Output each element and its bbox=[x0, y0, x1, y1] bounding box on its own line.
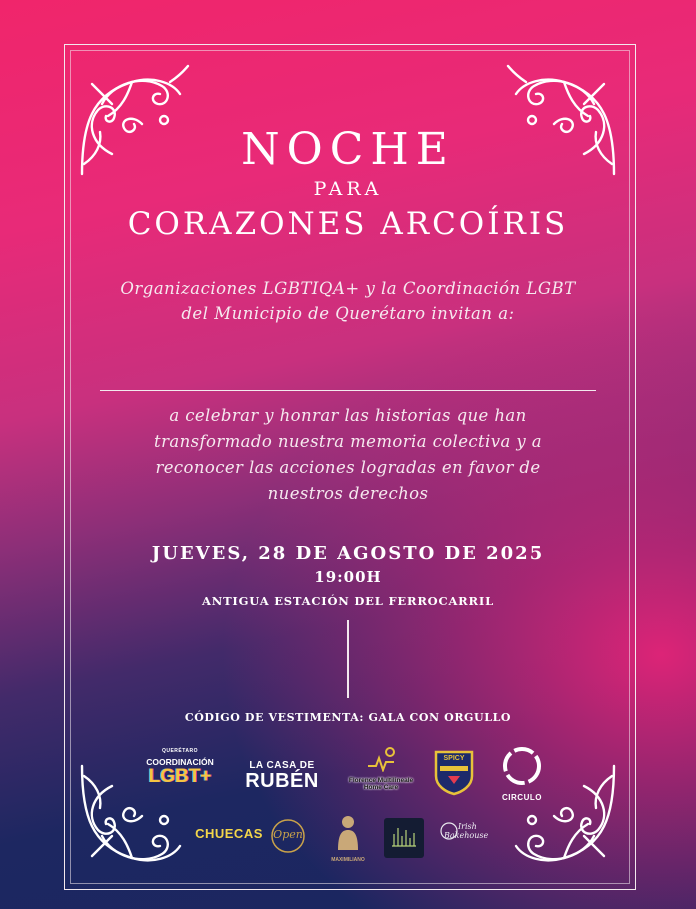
logo-irish-line-2: Bakehouse bbox=[444, 831, 489, 840]
logo-open-text: Open bbox=[273, 828, 303, 841]
logo-queretaro-text: QUERÉTARO bbox=[161, 748, 199, 754]
skyline-icon bbox=[384, 818, 424, 858]
logo-casa-bottom-text: RUBÉN bbox=[245, 770, 319, 792]
title-line-1: NOCHE bbox=[241, 124, 455, 175]
logo-chuecas bbox=[194, 826, 264, 841]
vertical-divider bbox=[347, 620, 349, 698]
logo-maximiliano-text: MAXIMILIANO bbox=[331, 857, 365, 863]
dress-code: CÓDIGO DE VESTIMENTA: GALA CON ORGULLO bbox=[184, 711, 512, 724]
maximiliano-figure-icon bbox=[332, 814, 364, 852]
logo-irish-bakehouse bbox=[440, 822, 498, 840]
title-line-3: CORAZONES ARCOÍRIS bbox=[127, 206, 569, 242]
intro-line-1: Organizaciones LGBTIQA+ y la Coordinación LGBT bbox=[120, 279, 576, 298]
event-date: JUEVES, 28 DE AGOSTO DE 2025 bbox=[151, 543, 545, 564]
event-place: ANTIGUA ESTACIÓN DEL FERROCARRIL bbox=[202, 594, 494, 608]
logo-open bbox=[268, 816, 308, 856]
body-line-3: reconocer las acciones logradas en favor de bbox=[155, 458, 541, 477]
event-time: 19:00H bbox=[314, 568, 382, 586]
logo-casa-ruben bbox=[232, 760, 332, 791]
stethoscope-icon bbox=[364, 746, 398, 772]
body-line-2: transformado nuestra memoria colectiva y a bbox=[154, 432, 542, 451]
logo-coordinacion-lgbt bbox=[140, 748, 220, 787]
logo-spicy bbox=[432, 748, 476, 796]
title-line-2: PARA bbox=[313, 178, 383, 200]
logo-lgbt-text: LGBT+ bbox=[148, 766, 212, 787]
body-line-4: nuestros derechos bbox=[267, 484, 429, 503]
body-line-1: a celebrar y honrar las historias que han bbox=[169, 406, 527, 425]
logo-florence-line-1: Florence Multilineale bbox=[348, 777, 414, 784]
logo-circulo-text: CIRCULO bbox=[502, 793, 542, 802]
logo-florence-line-2: Home Care bbox=[363, 784, 399, 791]
divider bbox=[100, 390, 596, 391]
circulo-ring-icon bbox=[500, 744, 544, 788]
intro-text bbox=[80, 276, 616, 326]
logo-coordinacion-text: COORDINACIÓN bbox=[146, 757, 214, 767]
logo-irish-line-1: Irish bbox=[458, 822, 477, 831]
logo-casa-top-text: LA CASA DE bbox=[249, 760, 315, 771]
irish-circle-icon bbox=[440, 822, 458, 840]
logo-circulo bbox=[496, 744, 548, 802]
logo-maximiliano bbox=[326, 814, 370, 863]
logo-skyline bbox=[384, 818, 424, 858]
body-text bbox=[86, 403, 610, 507]
logo-chuecas-text: CHUECAS bbox=[195, 826, 263, 841]
logo-spicy-text: SPICY bbox=[443, 755, 465, 762]
logo-florence bbox=[342, 746, 420, 791]
intro-line-2: del Municipio de Querétaro invitan a: bbox=[181, 304, 515, 323]
